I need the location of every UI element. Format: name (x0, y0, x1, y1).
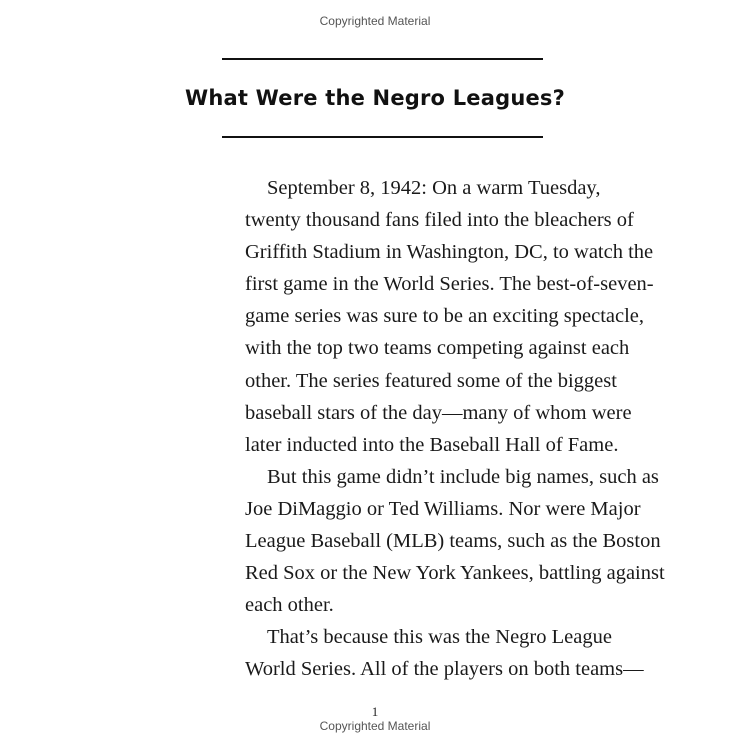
text-line: But this game didn’t include big names, such as (267, 465, 659, 488)
text-line: later inducted into the Baseball Hall of Fame. (245, 433, 619, 456)
copyright-watermark-bottom: Copyrighted Material (319, 719, 431, 733)
text-line: That’s because this was the Negro League (267, 626, 612, 649)
text-line: Red Sox or the New York Yankees, battling against (245, 562, 665, 585)
text-line: other. The series featured some of the biggest (245, 369, 617, 392)
text-line: World Series. All of the players on both teams— (245, 658, 644, 681)
body-text (245, 172, 665, 686)
title-rule-top (222, 58, 543, 60)
text-line: baseball stars of the day—many of whom were (245, 401, 632, 424)
text-line: twenty thousand fans filed into the bleachers of (245, 209, 634, 232)
text-line: League Baseball (MLB) teams, such as the Boston (245, 530, 661, 553)
text-line: with the top two teams competing against each (245, 337, 630, 360)
text-line: each other. (245, 594, 334, 617)
text-line: game series was sure to be an exciting spectacle, (245, 305, 645, 328)
text-line: Griffith Stadium in Washington, DC, to watch the (245, 241, 654, 264)
copyright-watermark-top: Copyrighted Material (319, 14, 431, 28)
text-line: September 8, 1942: On a warm Tuesday, (267, 177, 601, 199)
chapter-title: What Were the Negro Leagues? (185, 86, 565, 110)
text-line: Joe DiMaggio or Ted Williams. Nor were Major (245, 497, 641, 520)
title-rule-bottom (222, 136, 543, 138)
page-number: 1 (371, 704, 379, 719)
text-line: first game in the World Series. The best-of-seven- (245, 273, 654, 296)
